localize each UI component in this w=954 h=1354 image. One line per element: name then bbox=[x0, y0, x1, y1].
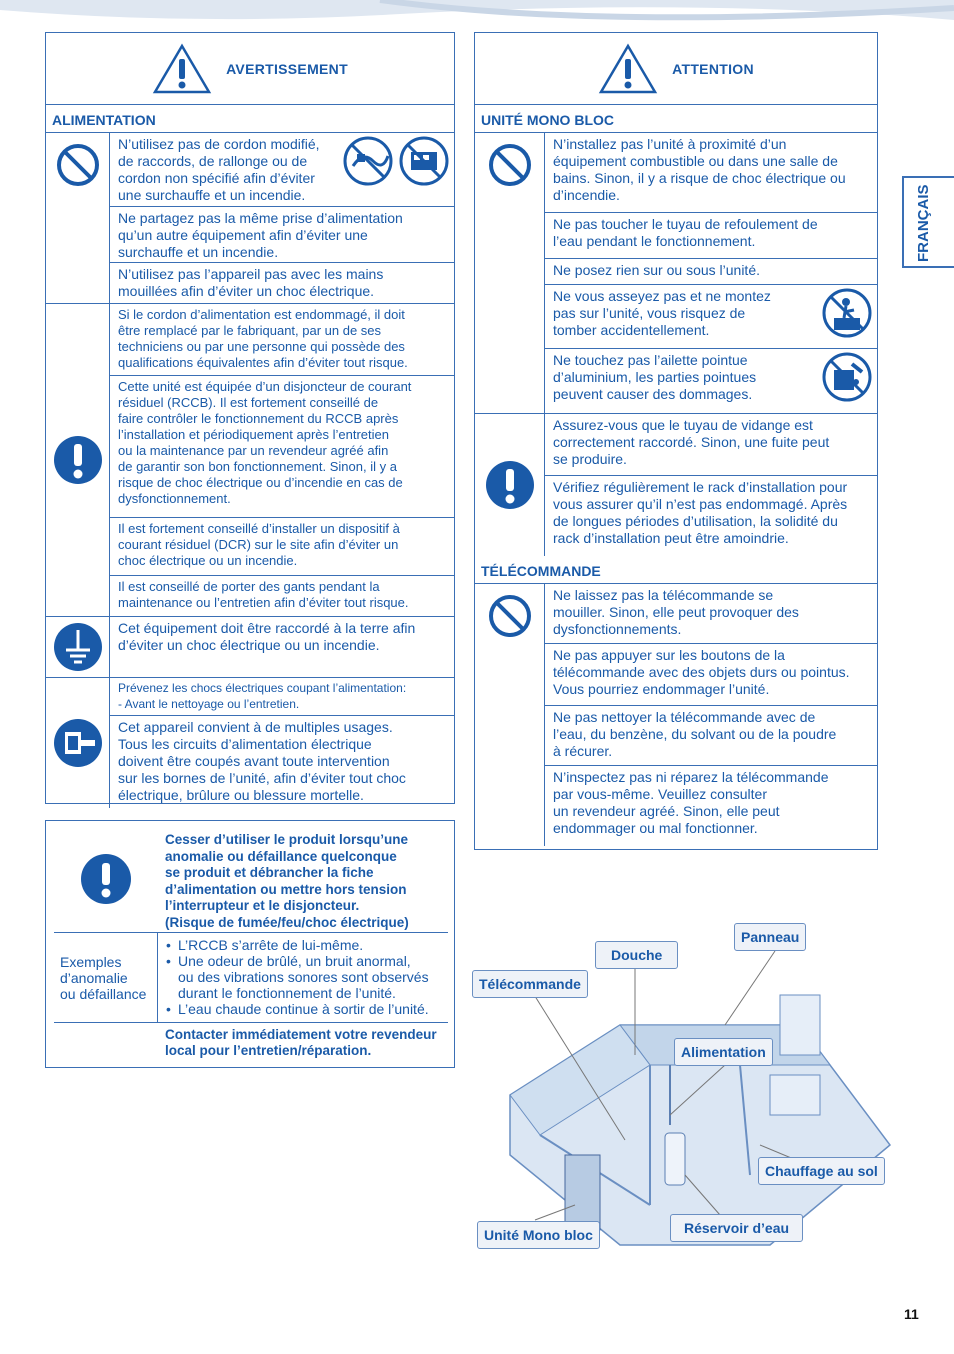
row-text: Ne pas appuyer sur les boutons de la télécommande avec des objets durs ou pointus. Vous pourriez endommager l’unité. bbox=[553, 647, 850, 697]
caution-group bbox=[475, 133, 877, 414]
warning-row bbox=[110, 518, 454, 576]
caution-row bbox=[545, 259, 877, 285]
row-text: N’inspectez pas ni réparez la télécommande par vous-même. Veuillez consulter un revendeur agréé. Sinon, elle peut endommager ou mal fonctionner. bbox=[553, 769, 829, 836]
remote-row bbox=[545, 766, 877, 846]
warning-group bbox=[46, 304, 454, 617]
example-item bbox=[166, 937, 429, 953]
warning-row bbox=[110, 678, 454, 716]
row-text: N’installez pas l’unité à proximité d’un équipement combustible ou dans une salle de bains. Sinon, il y a risque de choc électrique ou d’incendie. bbox=[553, 136, 846, 203]
row-text: Ne touchez pas l’ailette pointue d’aluminium, les parties pointues peuvent causer des dommages. bbox=[553, 352, 757, 402]
caution-row bbox=[545, 285, 877, 349]
row-text: N’utilisez pas l’appareil pas avec les mains mouillées afin d’éviter un choc électrique. bbox=[118, 266, 384, 299]
trouble-contact-row bbox=[54, 1023, 448, 1069]
row-text: Ne pas nettoyer la télécommande avec de l’eau, du benzène, du solvant ou de la poudre à récurer. bbox=[553, 709, 837, 759]
language-tab bbox=[902, 176, 954, 268]
label-alimentation: Alimentation bbox=[674, 1038, 773, 1066]
warning-triangle-icon bbox=[152, 43, 212, 95]
example-text: L’eau chaude continue à sortir de l’unité. bbox=[178, 1001, 429, 1017]
caution-row bbox=[545, 133, 877, 213]
trouble-heading: Cesser d’utiliser le produit lorsqu’une anomalie ou défaillance quelconque se produit et débrancher la fiche d’alimentation ou mettre hors tension l’interrupteur et le disjoncteur. (Risque de fumée/feu/choc électrique) bbox=[165, 832, 409, 930]
fin-prohibition-pictogram-icon bbox=[822, 352, 872, 406]
example-item bbox=[166, 1001, 429, 1017]
warning-row bbox=[110, 376, 454, 518]
example-text: Une odeur de brûlé, un bruit anormal, ou des vibrations sonores sont observés durant le fonctionnement de l’unité. bbox=[178, 953, 429, 1001]
cord-prohibition-pictogram-icon bbox=[343, 136, 393, 190]
examples-label: Exemples d’anomalie ou défaillance bbox=[60, 954, 147, 1002]
section-telecommande: TÉLÉCOMMANDE bbox=[475, 556, 877, 584]
unplug-icon bbox=[46, 678, 110, 808]
section-alimentation: ALIMENTATION bbox=[46, 105, 454, 133]
row-text: Si le cordon d’alimentation est endommagé, il doit être remplacé par le fabriquant, par un de ses techniciens ou par une personne qui possède des qualifications équivalentes afin d’éviter tout risque. bbox=[118, 307, 408, 370]
row-text: Ne pas toucher le tuyau de refoulement de l’eau pendant le fonctionnement. bbox=[553, 216, 818, 249]
row-text: Vérifiez régulièrement le rack d’installation pour vous assurer qu’il n’est pas endommagé. Après de longues périodes d’utilisation, la solidité du rack d’installation peut être amoindrie. bbox=[553, 479, 848, 546]
row-text: Ne partagez pas la même prise d’alimentation qu’un autre équipement afin d’éviter une surchauffe et un incendie. bbox=[118, 210, 403, 260]
sit-prohibition-pictogram-icon bbox=[822, 288, 872, 342]
row-text: Il est conseillé de porter des gants pendant la maintenance ou l’entretien afin d’éviter tout risque. bbox=[118, 579, 409, 610]
remote-group bbox=[475, 584, 877, 846]
caution-header bbox=[475, 33, 877, 105]
trouble-box bbox=[45, 820, 455, 1068]
warning-row bbox=[110, 576, 454, 616]
bullet: • bbox=[166, 937, 171, 953]
earth-ground-icon bbox=[46, 617, 110, 677]
example-text: L’RCCB s’arrête de lui-même. bbox=[178, 937, 364, 953]
label-unite: Unité Mono bloc bbox=[477, 1221, 600, 1249]
row-text: Cet appareil convient à de multiples usages. Tous les circuits d’alimentation électrique doivent être coupés avant toute intervention sur les bornes de l’unité, afin d’éviter tout choc électrique, brûlure ou blessure mortelle. bbox=[118, 719, 406, 803]
warning-row bbox=[110, 617, 454, 677]
multi-prohibition-pictogram-icon bbox=[399, 136, 449, 190]
mandatory-icon bbox=[46, 304, 110, 616]
mandatory-icon bbox=[80, 853, 132, 905]
caution-triangle-icon bbox=[598, 43, 658, 95]
house-diagram bbox=[470, 915, 910, 1260]
warning-row bbox=[110, 304, 454, 376]
prohibition-icon bbox=[46, 133, 110, 303]
caution-row bbox=[545, 213, 877, 259]
row-text: Cette unité est équipée d’un disjoncteur de courant résiduel (RCCB). Il est fortement conseillé de faire contrôler le fonctionnement du RCCB après l’installation et périodiquement après l’entretien ou la maintenance par un revendeur agréé afin de garantir son bon fonctionnement. Sinon, il y a risque de choc électrique ou d’incendie en cas de dysfonctionnement. bbox=[118, 379, 412, 506]
remote-row bbox=[545, 706, 877, 766]
contact-text: Contacter immédiatement votre revendeur local pour l’entretien/réparation. bbox=[165, 1027, 437, 1058]
row-text: Il est fortement conseillé d’installer un dispositif à courant résiduel (DCR) sur le site afin d’éviter un choc électrique ou un incendie. bbox=[118, 521, 400, 568]
remote-row bbox=[545, 644, 877, 706]
warning-row bbox=[110, 133, 454, 207]
caution-title: ATTENTION bbox=[672, 60, 754, 77]
label-reservoir: Réservoir d’eau bbox=[670, 1214, 803, 1242]
warning-group bbox=[46, 133, 454, 304]
caution-group bbox=[475, 414, 877, 556]
row-text: Prévenez les chocs électriques coupant l’alimentation: - Avant le nettoyage ou l’entretien. bbox=[118, 681, 407, 711]
mandatory-icon bbox=[475, 414, 545, 556]
remote-row bbox=[545, 584, 877, 644]
warning-group bbox=[46, 678, 454, 808]
prohibition-icon bbox=[475, 133, 545, 413]
warning-title: AVERTISSEMENT bbox=[226, 60, 348, 77]
row-text: Ne posez rien sur ou sous l’unité. bbox=[553, 262, 760, 278]
warning-group bbox=[46, 617, 454, 678]
bullet: • bbox=[166, 953, 171, 969]
caution-panel bbox=[474, 32, 878, 850]
caution-row bbox=[545, 476, 877, 556]
language-label: FRANÇAIS bbox=[915, 184, 932, 262]
trouble-examples-row bbox=[54, 933, 448, 1023]
section-unite-mono-bloc: UNITÉ MONO BLOC bbox=[475, 105, 877, 133]
caution-row bbox=[545, 414, 877, 476]
examples-list bbox=[166, 937, 429, 1017]
prohibition-icon bbox=[475, 584, 545, 846]
warning-panel bbox=[45, 32, 455, 804]
label-douche: Douche bbox=[595, 941, 678, 969]
warning-row bbox=[110, 716, 454, 808]
row-text: Cet équipement doit être raccordé à la terre afin d’éviter un choc électrique ou un incendie. bbox=[118, 620, 416, 653]
label-panneau: Panneau bbox=[734, 923, 806, 951]
label-chauffage: Chauffage au sol bbox=[758, 1157, 885, 1185]
row-text: N’utilisez pas de cordon modifié, de raccords, de rallonge ou de cordon non spécifié afin d’éviter une surchauffe et un incendie. bbox=[118, 136, 320, 203]
bullet: • bbox=[166, 1001, 171, 1017]
row-text: Ne vous asseyez pas et ne montez pas sur l’unité, vous risquez de tomber accidentellement. bbox=[553, 288, 771, 338]
example-item bbox=[166, 953, 429, 1001]
warning-header bbox=[46, 33, 454, 105]
label-telecommande: Télécommande bbox=[472, 970, 588, 998]
caution-row bbox=[545, 349, 877, 413]
warning-row bbox=[110, 207, 454, 263]
warning-row bbox=[110, 263, 454, 303]
trouble-heading-row bbox=[54, 821, 448, 933]
row-text: Assurez-vous que le tuyau de vidange est correctement raccordé. Sinon, une fuite peut se produire. bbox=[553, 417, 830, 467]
page-number: 11 bbox=[904, 1306, 919, 1322]
row-text: Ne laissez pas la télécommande se mouiller. Sinon, elle peut provoquer des dysfonctionnements. bbox=[553, 587, 799, 637]
